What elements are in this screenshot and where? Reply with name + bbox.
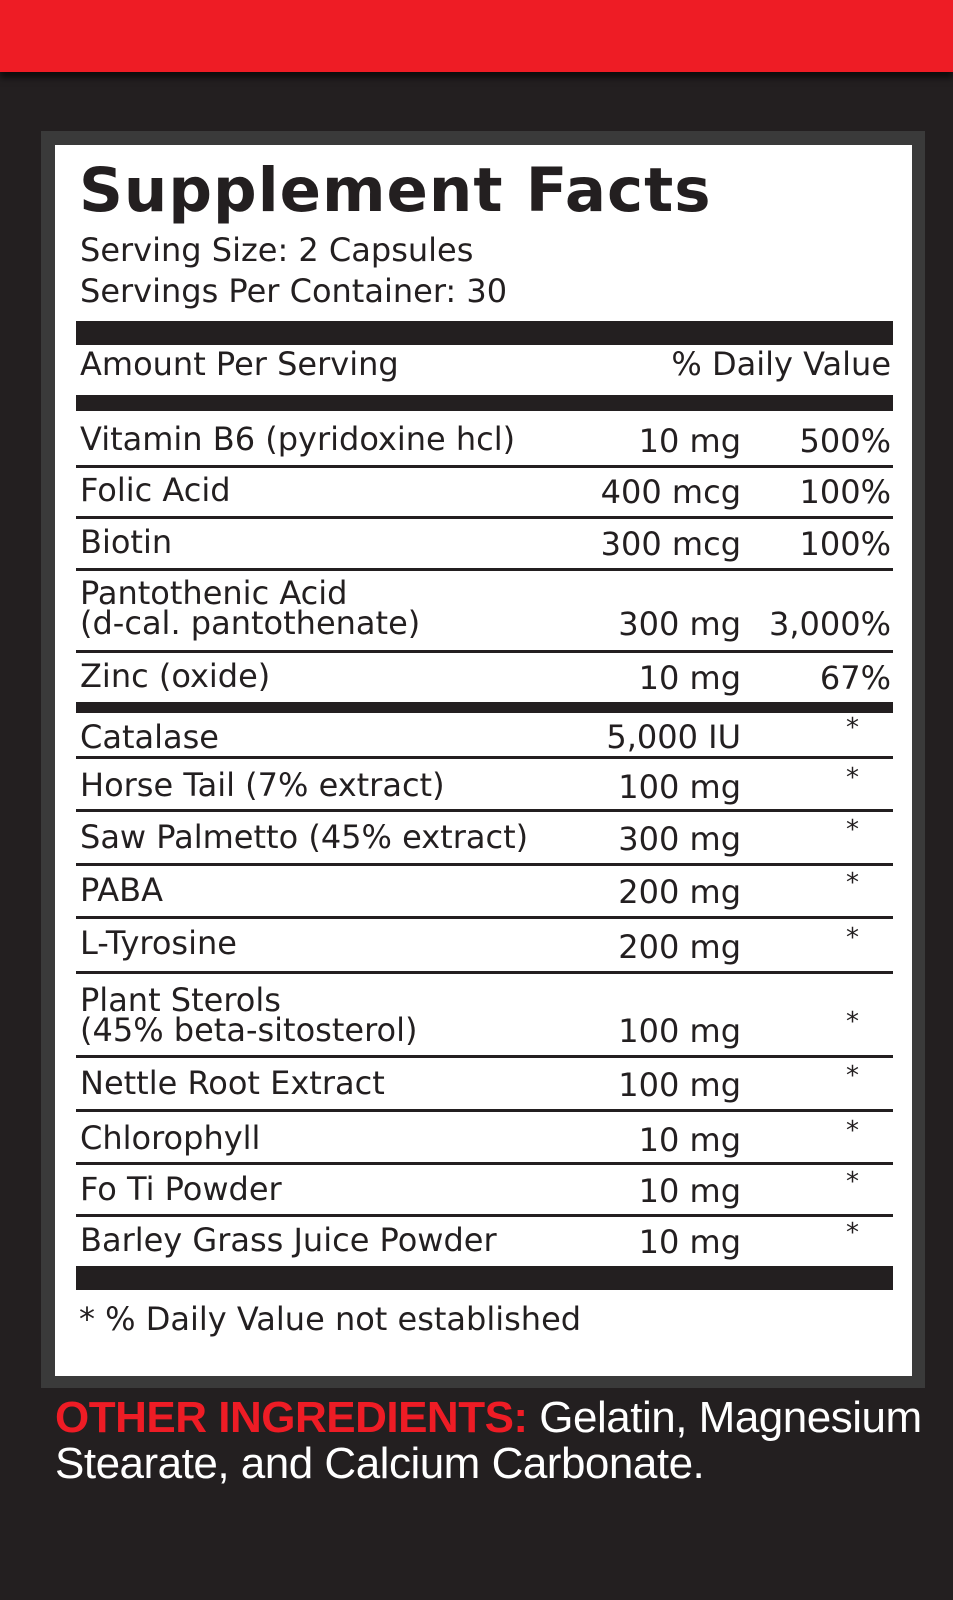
serving-size: Serving Size: 2 Capsules [80,231,474,269]
nutrient-amount: 5,000 IU [606,718,741,756]
daily-value: 100% [799,473,891,511]
facts-title: Supplement Facts [79,155,712,226]
amount-per-serving-header: Amount Per Serving [80,345,399,383]
nutrient-name-detail: (d-cal. pantothenate) [80,604,421,642]
divider-thin [76,650,893,653]
divider-thin [76,1055,893,1058]
nutrient-name: Zinc (oxide) [80,657,271,695]
nutrient-amount: 10 mg [638,1223,741,1261]
daily-value-asterisk: * [846,1116,859,1146]
nutrient-amount: 100 mg [618,1066,741,1104]
nutrient-name: L-Tyrosine [80,924,237,962]
daily-value-asterisk: * [846,815,859,845]
nutrient-amount: 100 mg [618,768,741,806]
divider-thin [76,465,893,468]
footnote: * % Daily Value not established [79,1300,582,1338]
top-red-band [0,0,953,72]
divider-thin [76,1214,893,1217]
nutrient-name: Nettle Root Extract [80,1064,385,1102]
nutrient-name: Catalase [80,718,219,756]
nutrient-name-detail: (45% beta-sitosterol) [80,1011,418,1049]
nutrient-name: Folic Acid [80,471,231,509]
nutrient-amount: 10 mg [638,1172,741,1210]
other-ingredients-label: OTHER INGREDIENTS: [55,1393,528,1442]
nutrient-name: Pantothenic Acid [80,574,348,612]
nutrient-name: Saw Palmetto (45% extract) [80,818,529,856]
daily-value: 67% [819,659,891,697]
nutrient-name: Barley Grass Juice Powder [80,1221,497,1259]
divider-thin [76,916,893,919]
nutrient-amount: 400 mcg [600,473,741,511]
nutrient-name: PABA [80,871,163,909]
nutrient-name: Chlorophyll [80,1119,261,1157]
servings-per-container: Servings Per Container: 30 [80,272,508,310]
other-ingredients [55,1395,925,1487]
daily-value-asterisk: * [846,763,859,793]
divider-thin [76,971,893,974]
nutrient-name: Plant Sterols [80,981,281,1019]
supplement-facts-panel [55,145,912,1376]
daily-value-asterisk: * [846,1007,859,1037]
nutrient-amount: 200 mg [618,873,741,911]
nutrient-amount: 10 mg [638,422,741,460]
nutrient-amount: 100 mg [618,1012,741,1050]
nutrient-name: Vitamin B6 (pyridoxine hcl) [80,420,516,458]
nutrient-amount: 200 mg [618,928,741,966]
daily-value-asterisk: * [846,1061,859,1091]
nutrient-amount: 10 mg [638,1121,741,1159]
daily-value: 100% [799,525,891,563]
daily-value: 500% [799,422,891,460]
divider-thin [76,1162,893,1165]
divider-thick [76,702,893,713]
nutrient-amount: 300 mcg [600,525,741,563]
divider-thick [76,1266,893,1290]
nutrient-amount: 300 mg [618,820,741,858]
nutrient-name: Fo Ti Powder [80,1170,282,1208]
divider-thick [76,321,893,345]
daily-value-asterisk: * [846,1167,859,1197]
daily-value: 3,000% [768,605,891,643]
nutrient-amount: 10 mg [638,659,741,697]
nutrient-amount: 300 mg [618,605,741,643]
divider-thin [76,1109,893,1112]
nutrient-name: Biotin [80,523,173,561]
divider-thin [76,568,893,571]
divider-thin [76,516,893,519]
divider-thick [76,395,893,411]
divider-thin [76,756,893,759]
daily-value-asterisk: * [846,1218,859,1248]
divider-thin [76,809,893,812]
other-ingredients-text: Gelatin, Magnesium Stearate, and Calcium Carbonate. [55,1393,922,1488]
daily-value-asterisk: * [846,868,859,898]
daily-value-asterisk: * [846,923,859,953]
daily-value-asterisk: * [846,713,859,743]
daily-value-header: % Daily Value [671,345,891,383]
divider-thin [76,863,893,866]
nutrient-name: Horse Tail (7% extract) [80,766,445,804]
